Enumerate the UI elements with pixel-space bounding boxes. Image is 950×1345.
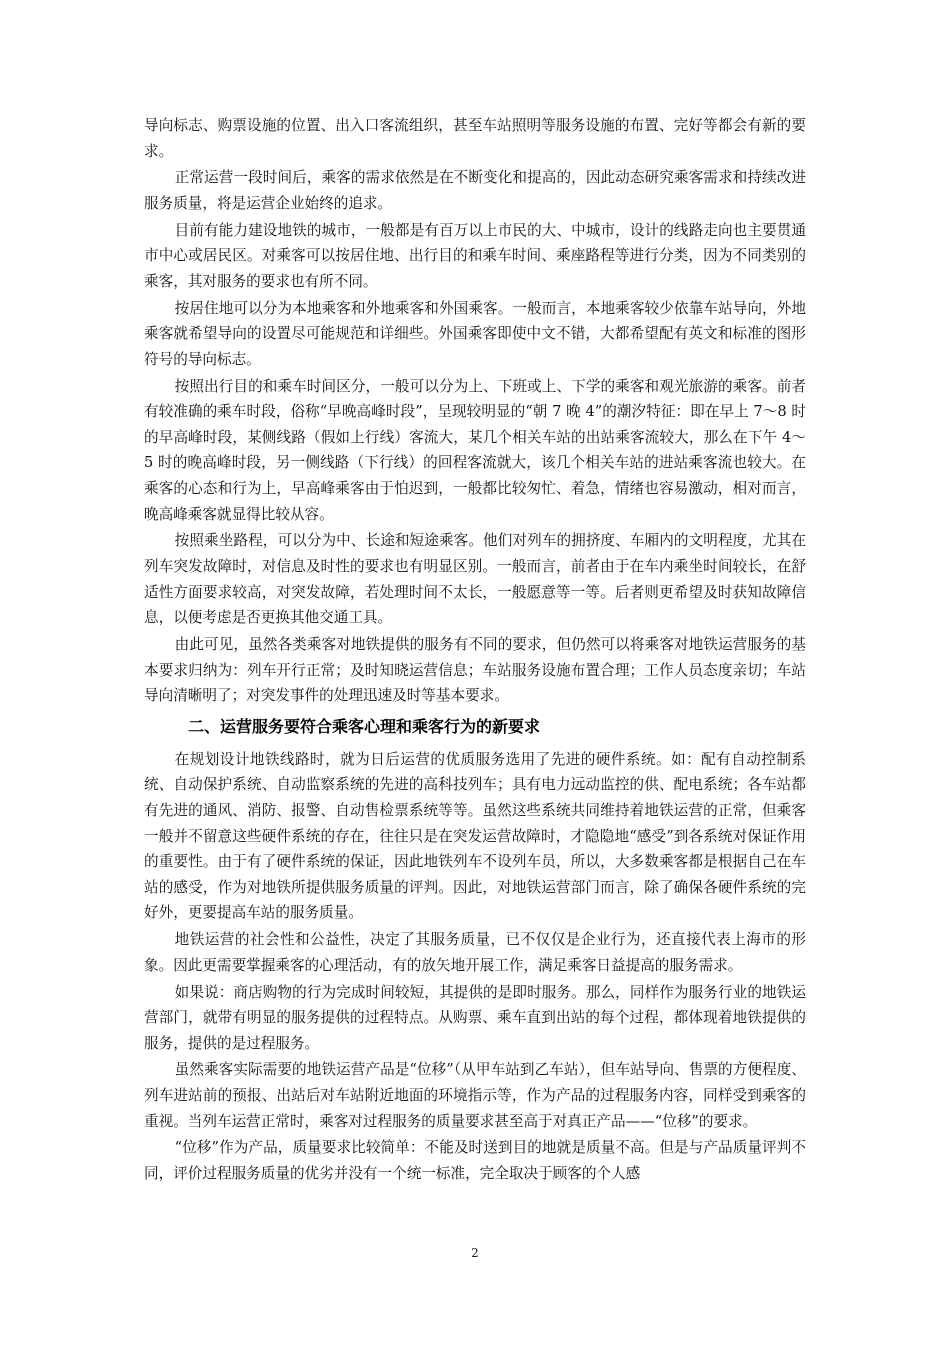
document-body: [144, 113, 806, 1188]
paragraph: 正常运营一段时间后，乘客的需求依然是在不断变化和提高的，因此动态研究乘客需求和持续改进服务质量，将是运营企业始终的追求。: [144, 169, 806, 212]
section-heading: 二、运营服务要符合乘客心理和乘客行为的新要求: [188, 716, 541, 736]
paragraph: 如果说：商店购物的行为完成时间较短，其提供的是即时服务。那么，同样作为服务行业的地铁运营部门，就带有明显的服务提供的过程特点。从购票、乘车直到出站的每个过程，都体现着地铁提供的服务，提供的是过程服务。: [144, 983, 806, 1052]
paragraph: “位移”作为产品，质量要求比较简单：不能及时送到目的地就是质量不高。但是与产品质量评判不同，评价过程服务质量的优劣并没有一个统一标准，完全取决于顾客的个人感: [144, 1139, 806, 1183]
paragraph: 目前有能力建设地铁的城市，一般都是有百万以上市民的大、中城市，设计的线路走向也主要贯通市中心或居民区。对乘客可以按居住地、出行目的和乘车时间、乘座路程等进行分类，因为不同类别的乘客，其对服务的要求也有所不同。: [144, 221, 806, 290]
paragraph: 导向标志、购票设施的位置、出入口客流组织，甚至车站照明等服务设施的布置、完好等都会有新的要求。: [144, 117, 806, 160]
paragraph: 由此可见，虽然各类乘客对地铁提供的服务有不同的要求，但仍然可以将乘客对地铁运营服务的基本要求归纳为：列车开行正常；及时知晓运营信息；车站服务设施布置合理；工作人员态度亲切；车站导向清晰明了；对突发事件的处理迅速及时等基本要求。: [144, 636, 806, 705]
paragraph: 虽然乘客实际需要的地铁运营产品是“位移”（从甲车站到乙车站），但车站导向、售票的方便程度、列车进站前的预报、出站后对车站附近地面的环境指示等，作为产品的过程服务内容，同样受到乘客的重视。当列车运营正常时，乘客对过程服务的质量要求甚至高于对真正产品——“位移”的要求。: [144, 1061, 806, 1130]
paragraph: 按居住地可以分为本地乘客和外地乘客和外国乘客。一般而言，本地乘客较少依靠车站导向，外地乘客就希望导向的设置尽可能规范和详细些。外国乘客即使中文不错，大都希望配有英文和标准的图形符号的导向标志。: [144, 299, 806, 368]
paragraph: 按照出行目的和乘车时间区分，一般可以分为上、下班或上、下学的乘客和观光旅游的乘客。前者有较准确的乘车时段，俗称“早晚高峰时段”，呈现较明显的“朝 7 晚 4”的潮汐特征：即在早上 7～8 时的早高峰时段，某侧线路（假如上行线）客流大，某几个相关车站的出站乘客流较大，那么在下午 4～5 时的晚高峰时段，另一侧线路（下行线）的回程客流就大，该几个相关车站的进站乘客流也较大。在乘客的心态和行为上，早高峰乘客由于怕迟到，一般都比较匆忙、着急，情绪也容易激动，相对而言，晚高峰乘客就显得比较从容。: [144, 377, 806, 523]
paragraph: 地铁运营的社会性和公益性，决定了其服务质量，已不仅仅是企业行为，还直接代表上海市的形象。因此更需要掌握乘客的心理活动，有的放矢地开展工作，满足乘客日益提高的服务需求。: [144, 931, 806, 974]
paragraph: 在规划设计地铁线路时，就为日后运营的优质服务选用了先进的硬件系统。如：配有自动控制系统、自动保护系统、自动监察系统的先进的高科技列车；具有电力远动监控的供、配电系统；各车站都有先进的通风、消防、报警、自动售检票系统等等。虽然这些系统共同维持着地铁运营的正常，但乘客一般并不留意这些硬件系统的存在，往往只是在突发运营故障时，才隐隐地“感受”到各系统对保证作用的重要性。由于有了硬件系统的保证，因此地铁列车不设列车员，所以，大多数乘客都是根据自己在车站的感受，作为对地铁所提供服务质量的评判。因此，对地铁运营部门而言，除了确保各硬件系统的完好外，更要提高车站的服务质量。: [144, 750, 806, 922]
paragraph: 按照乘坐路程，可以分为中、长途和短途乘客。他们对列车的拥挤度、车厢内的文明程度，尤其在列车突发故障时，对信息及时性的要求也有明显区别。一般而言，前者由于在车内乘坐时间较长，在舒适性方面要求较高，对突发故障，若处理时间不太长，一般愿意等一等。后者则更希望及时获知故障信息，以便考虑是否更换其他交通工具。: [144, 532, 806, 627]
page-number: 2: [471, 1246, 479, 1260]
